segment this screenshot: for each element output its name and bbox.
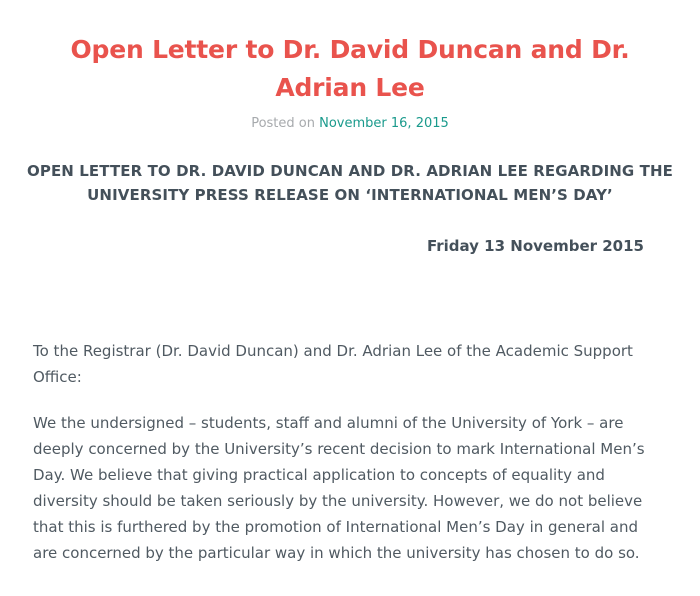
letter-date: Friday 13 November 2015 bbox=[426, 237, 644, 255]
letter-salutation: To the Registrar (Dr. David Duncan) and Dr. Adrian Lee of the Academic Support Office: bbox=[33, 342, 633, 386]
post-title[interactable]: Open Letter to Dr. David Duncan and Dr. Adrian Lee bbox=[70, 35, 630, 102]
letter-heading: OPEN LETTER TO DR. DAVID DUNCAN AND DR. ADRIAN LEE REGARDING THE UNIVERSITY PRESS RELEASE ON ‘INTERNATIONAL MEN’S DAY’ bbox=[27, 162, 673, 204]
letter-body-paragraph: We the undersigned – students, staff and alumni of the University of York – are deeply concerned by the University’s recent decision to mark International Men’s Day. We believe that giving practical application to concepts of equality and diversity should be taken seriously by the university. However, we do not believe that this is furthered by the promotion of International Men’s Day in general and are concerned by the particular way in which the university has chosen to do so. bbox=[33, 414, 645, 562]
post-meta bbox=[0, 116, 700, 132]
post-date-link[interactable]: November 16, 2015 bbox=[319, 116, 449, 131]
posted-on-label: Posted on bbox=[251, 116, 315, 131]
